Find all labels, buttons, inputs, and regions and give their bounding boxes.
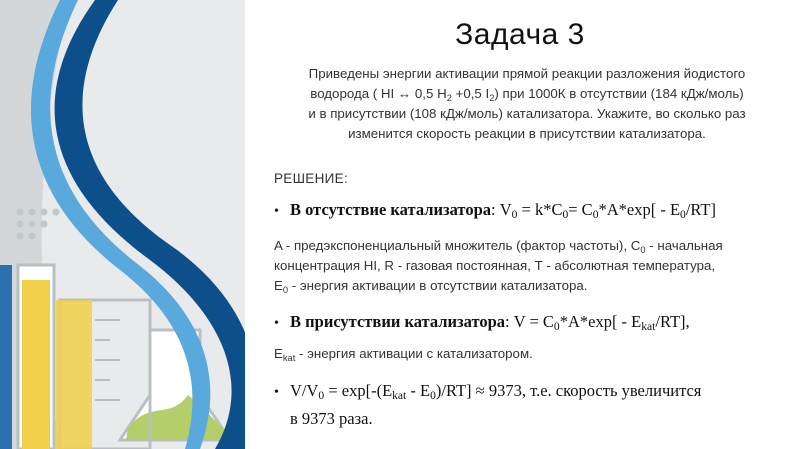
definitions-block-1 <box>274 236 794 296</box>
bullet-with-catalyst: • В присутствии катализатора: $V = C_0*A*\exp[ - E_{kat}/RT]$, <box>274 312 690 333</box>
def-line-1: A - предэкспоненциальный множитель (фактор частоты), $C_0$ - начальная <box>274 238 723 255</box>
test-tube-yellow-2 <box>56 300 92 449</box>
definition-ekat: $E_{kat}$ - энергия активации с катализатором. <box>274 346 533 363</box>
bullet-ratio <box>274 378 701 432</box>
problem-line-4: изменится скорость реакции в присутствии катализатора. <box>348 126 706 141</box>
bullet-dot: • <box>274 204 279 219</box>
problem-line-3: и в присутствии (108 кДж/моль) катализатора. Укажите, во сколько раз <box>308 106 746 121</box>
solution-heading: РЕШЕНИЕ: <box>274 171 348 186</box>
bullet-heading: В отсутствие катализатора <box>290 200 491 219</box>
test-tube-yellow-liquid <box>22 280 50 449</box>
ratio-line-1: • $V/V_0 = \exp[-(E_{kat} - E_0)/RT] \approx 9373$, т.е. скорость увеличится <box>274 378 701 406</box>
bullet-dot: • <box>274 385 279 400</box>
problem-line-1: Приведены энергии активации прямой реакции разложения йодистого <box>308 66 746 81</box>
bullet-no-catalyst: • В отсутствие катализатора: $V_0 = k*C_0= C_0*A*\exp[ - E_0/RT]$ <box>274 200 716 221</box>
problem-statement <box>272 64 782 144</box>
white-edge <box>245 0 260 449</box>
bullet-dot: • <box>274 316 279 331</box>
ratio-line-2: в 9373 раза. <box>290 409 373 428</box>
decorative-lab-illustration <box>0 0 260 449</box>
def-line-2: концентрация HI, R - газовая постоянная, T - абсолютная температура, <box>274 258 716 273</box>
def-line-3: $E_0$ - энергия активации в отсутствии катализатора. <box>274 278 588 295</box>
page-title: Задача 3 <box>455 18 585 51</box>
problem-line-2: водорода ( HI ↔ 0,5 $H_2 +0,5$ $I_2$) при 1000К в отсутствии (184 кДж/моль) <box>310 86 744 103</box>
bullet-heading: В присутствии катализатора <box>290 312 506 331</box>
test-tube-blue <box>0 265 12 449</box>
